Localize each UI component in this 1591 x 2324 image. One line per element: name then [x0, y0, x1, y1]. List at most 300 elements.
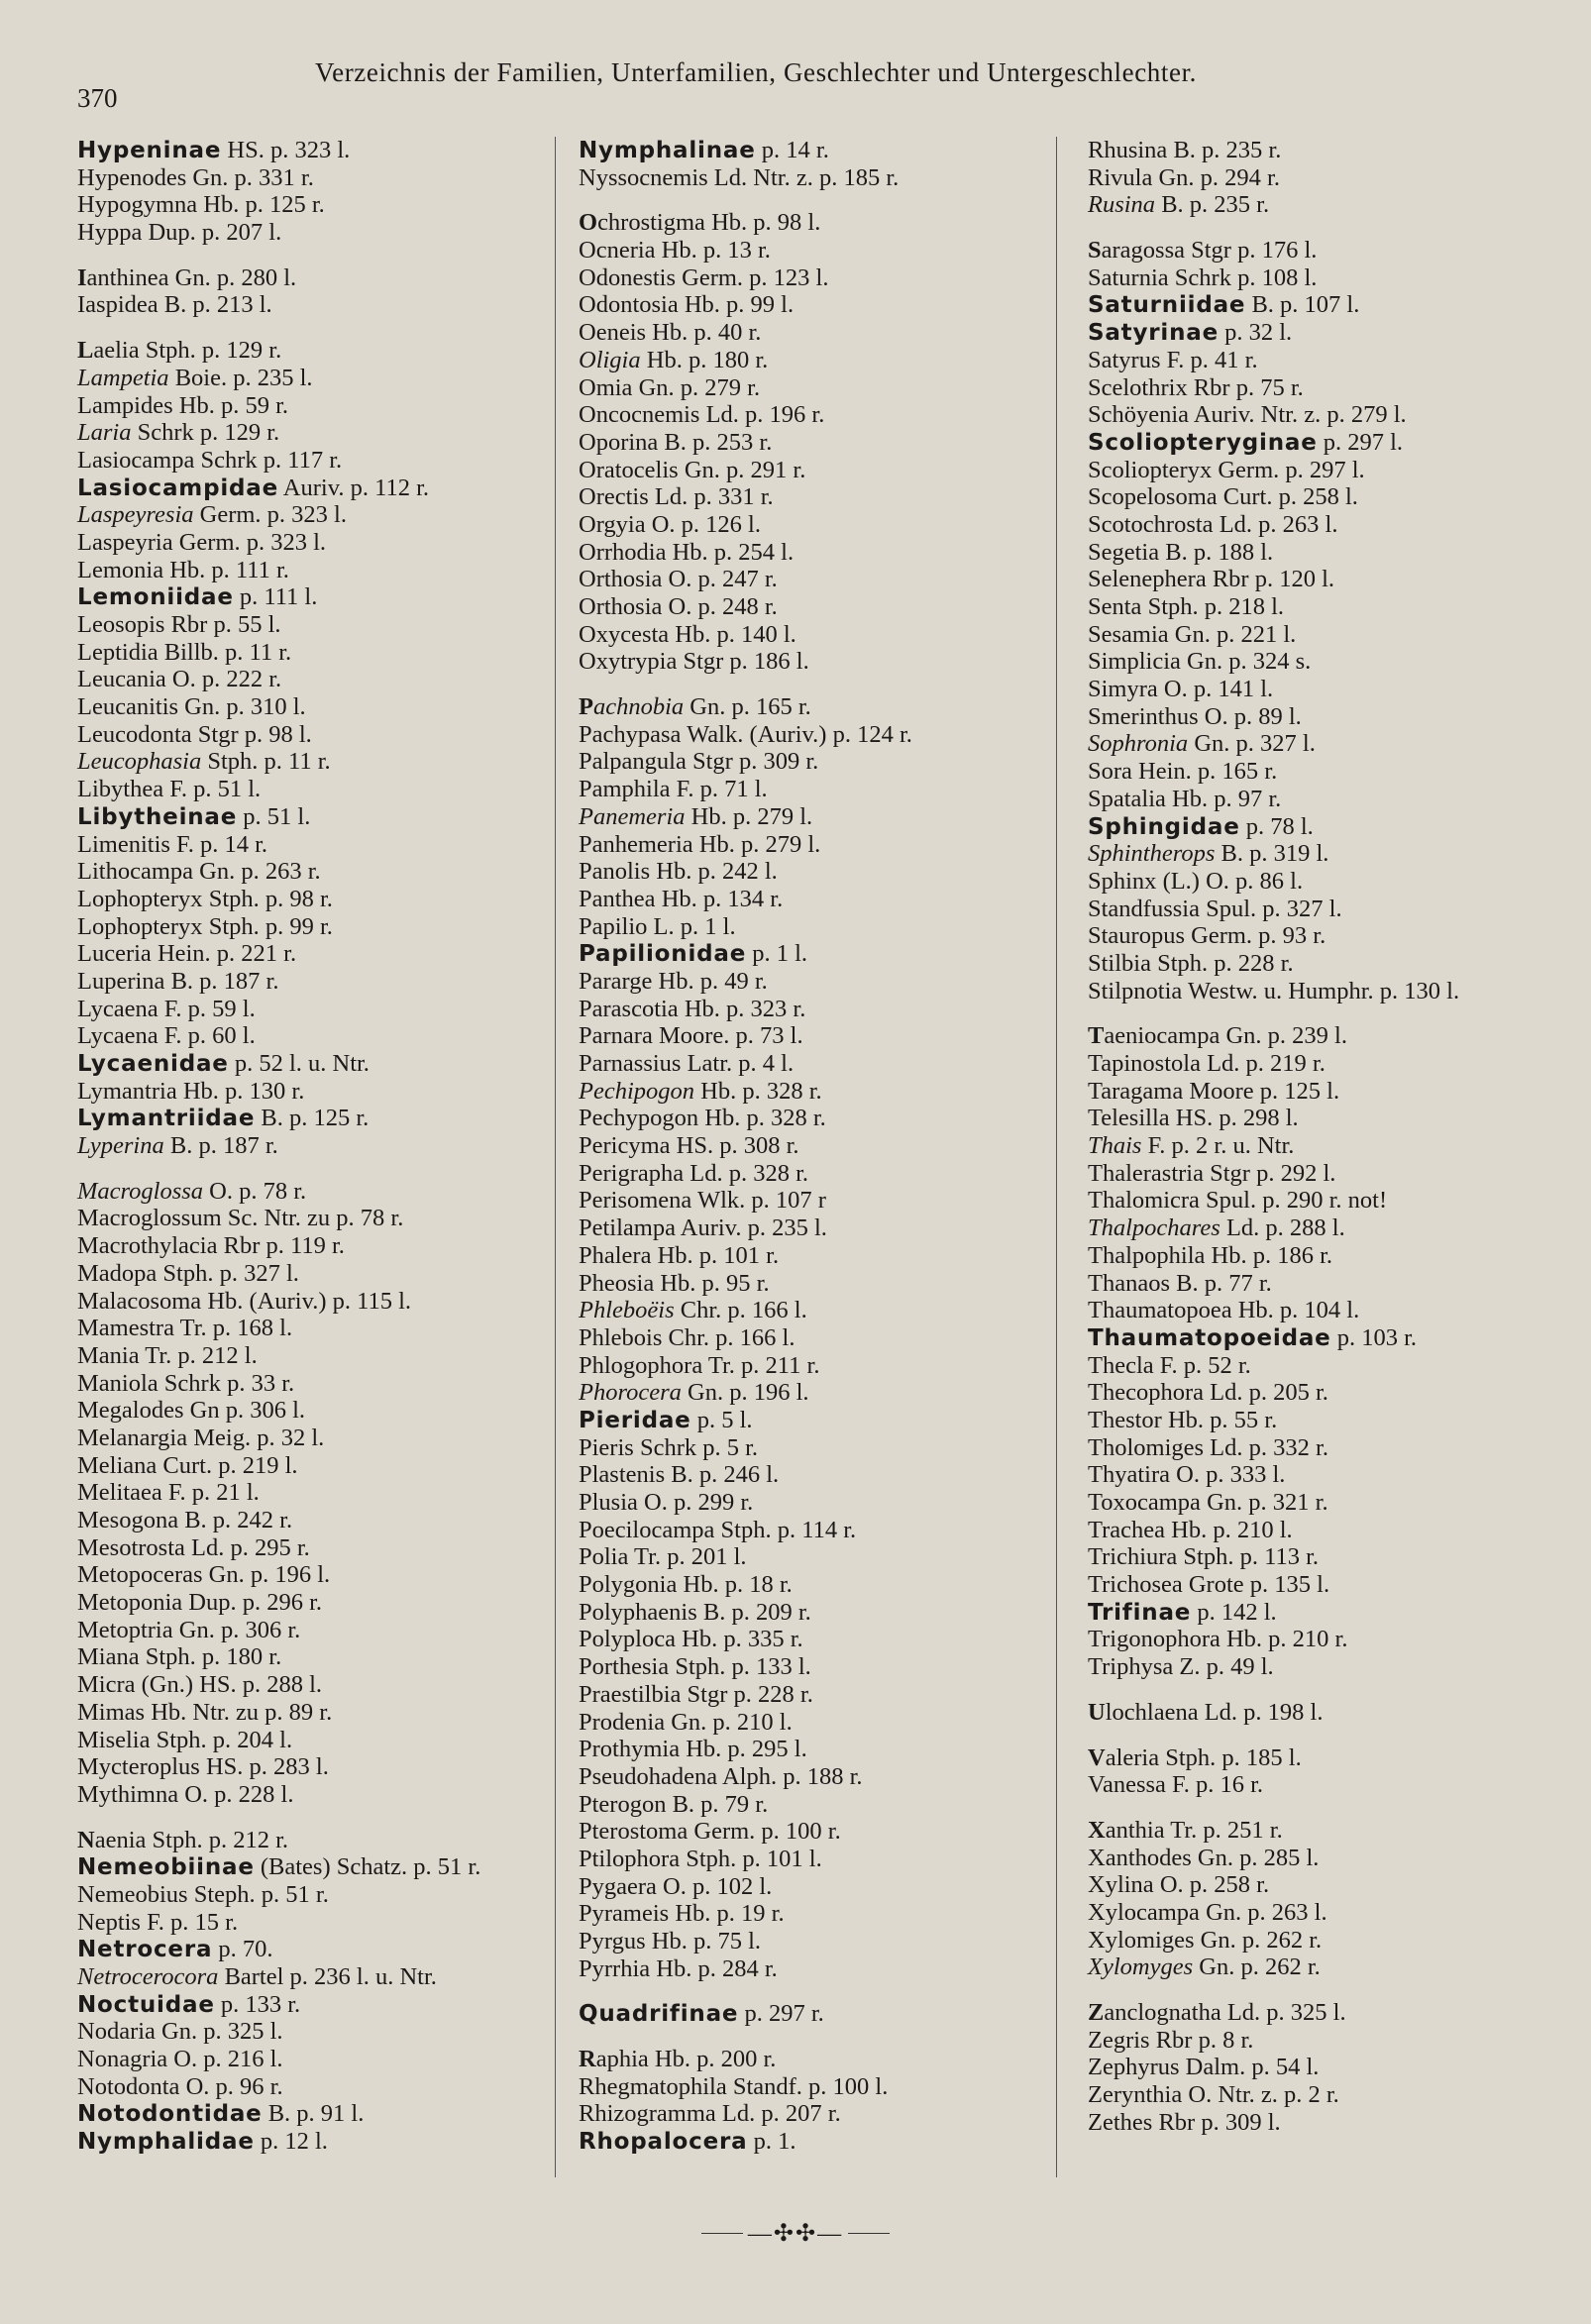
page-reference: Hb. p. 284 r.: [650, 1954, 778, 1982]
page-reference: Stph. p. 101 l.: [680, 1845, 822, 1872]
genus-name: Orthosia: [579, 593, 663, 620]
index-entry: [579, 291, 1052, 319]
genus-name: Mesogona: [77, 1507, 179, 1533]
genus-name: Prothymia: [579, 1736, 681, 1763]
index-entry: [579, 1187, 1052, 1215]
index-entry: [1088, 1078, 1561, 1106]
index-entry: [1088, 950, 1561, 978]
genus-name: Madopa: [77, 1259, 158, 1287]
page-reference: (L.) O. p. 86 l.: [1156, 867, 1304, 895]
index-entry: [579, 1160, 1052, 1188]
index-entry: [1088, 264, 1561, 292]
page-reference: HS. p. 283 l.: [199, 1753, 329, 1781]
genus-name: Oligia: [579, 346, 641, 373]
page-reference: Curt. p. 258 l.: [1217, 483, 1358, 511]
section-gap: [77, 1160, 551, 1178]
page-reference: Dalm. p. 54 l.: [1179, 2054, 1320, 2081]
index-entry: [77, 1589, 551, 1617]
index-entry: [77, 1991, 551, 2019]
index-entry: [579, 566, 1052, 593]
page-reference: Hein. p. 221 r.: [151, 940, 297, 968]
index-entry: [579, 1270, 1052, 1298]
index-entry: [77, 666, 551, 693]
page-reference: F. p. 52 r.: [1153, 1351, 1251, 1379]
index-entry: [1088, 1242, 1561, 1270]
index-entry: [77, 1452, 551, 1480]
index-entry: [77, 721, 551, 749]
page-reference: O. p. 248 r.: [662, 593, 778, 620]
index-entry: [77, 1671, 551, 1699]
family-name: Netrocera: [77, 1937, 213, 1963]
section-gap: [77, 319, 551, 337]
index-entry: [579, 1900, 1052, 1928]
genus-name: Sora: [1088, 758, 1132, 786]
section-initial: V: [1088, 1743, 1106, 1771]
page-reference: Latr. p. 4 l.: [681, 1050, 795, 1077]
index-entry: [1088, 1599, 1561, 1627]
page-reference: Gn. p. 327 l.: [1188, 730, 1316, 758]
page-reference: Schrk p. 129 r.: [131, 419, 280, 447]
genus-name: Libythea: [77, 776, 164, 803]
page-reference: Gn. p. 263 r.: [193, 858, 321, 886]
genus-name: Toxocampa: [1088, 1489, 1201, 1516]
page-reference: L. p. 1 l.: [647, 912, 736, 940]
index-entry: [1088, 1571, 1561, 1599]
page-reference: Stph. p. 218 l.: [1141, 593, 1285, 620]
genus-name: Mania: [77, 1341, 140, 1369]
index-entry: [1088, 374, 1561, 402]
index-entry: [1088, 758, 1561, 786]
page-reference: Chr. p. 166 l.: [662, 1323, 796, 1351]
page-reference: B. p. 235 r.: [1167, 137, 1282, 163]
page-reference: Hb. p. 75 l.: [645, 1928, 762, 1954]
index-entry: [579, 996, 1052, 1023]
genus-name: Trachea: [1088, 1516, 1166, 1543]
page-reference: Alph. p. 188 r.: [717, 1762, 863, 1790]
genus-name: Oporina: [579, 428, 659, 456]
page-reference: Hb. p. 254 l.: [666, 538, 795, 566]
genus-name: Petilampa: [579, 1215, 676, 1242]
section-gap: [1088, 1727, 1561, 1744]
genus-name: Ocneria: [579, 237, 656, 264]
index-entry: [579, 1242, 1052, 1270]
genus-name: Simplicia: [1088, 648, 1181, 676]
genus-name: Pseudohadena: [579, 1762, 718, 1790]
index-entry: [77, 1853, 551, 1881]
index-entry: [579, 748, 1052, 776]
genus-name: Satyrus: [1088, 346, 1161, 373]
index-entry: [77, 639, 551, 667]
genus-name: Thestor: [1088, 1406, 1162, 1433]
genus-name: anthinea: [86, 264, 169, 291]
genus-name: Tapinostola: [1088, 1050, 1201, 1077]
index-entry: [1088, 457, 1561, 484]
genus-name: Vanessa: [1088, 1771, 1166, 1799]
index-entry: [579, 1407, 1052, 1434]
page-reference: Gn. p. 325 l.: [155, 2018, 283, 2046]
page-reference: Rbr p. 75 r.: [1187, 373, 1304, 401]
page-reference: Hb. p. 279 l.: [692, 830, 821, 858]
genus-name: Leucodonta: [77, 720, 192, 748]
index-entry: [77, 1781, 551, 1809]
index-entry: [77, 1050, 551, 1078]
genus-name: Mythimna: [77, 1780, 179, 1808]
genus-name: Oxytrypia: [579, 648, 678, 676]
genus-name: Macrothylacia: [77, 1232, 218, 1260]
page-reference: Hb. p. 111 r.: [163, 556, 289, 583]
genus-name: Triphysa: [1088, 1653, 1174, 1681]
genus-name: Hypenodes: [77, 163, 187, 191]
page-reference: Hb. p. 335 r.: [676, 1626, 803, 1653]
index-entry: [1088, 676, 1561, 703]
section-initial: U: [1088, 1698, 1106, 1726]
section-gap: [77, 1809, 551, 1827]
genus-name: Stilpnotia: [1088, 977, 1183, 1004]
genus-name: Thanaos: [1088, 1269, 1170, 1297]
page-reference: Germ. p. 100 r.: [688, 1818, 841, 1846]
index-entry: [77, 1370, 551, 1398]
page-reference: Stgr p. 292 l.: [1204, 1159, 1336, 1187]
genus-name: Limenitis: [77, 830, 170, 858]
genus-name: Phleboëis: [579, 1297, 675, 1324]
genus-name: Phlogophora: [579, 1351, 703, 1379]
index-entry: [77, 1643, 551, 1671]
index-entry: [1088, 703, 1561, 731]
section-gap: [1088, 1981, 1561, 1999]
genus-name: Pieris: [579, 1433, 634, 1461]
family-name: Lycaenidae: [77, 1051, 229, 1077]
index-entry: [77, 996, 551, 1023]
page-reference: O. p. 78 r.: [203, 1177, 307, 1205]
index-entry: [1088, 978, 1561, 1005]
index-entry: [1088, 1160, 1561, 1188]
page-reference: Stgr p. 186 l.: [677, 648, 809, 676]
page-reference: F. p. 2 r. u. Ntr.: [1141, 1132, 1295, 1160]
genus-name: Pararge: [579, 967, 653, 995]
page-reference: Hb. (Auriv.) p. 115 l.: [201, 1287, 412, 1315]
genus-name: Thalomicra: [1088, 1187, 1200, 1215]
page-reference: Hb. Ntr. zu p. 89 r.: [145, 1698, 333, 1726]
page-reference: Hb. p. 59 r.: [172, 391, 288, 419]
page-reference: Ld. p. 328 r.: [684, 1159, 809, 1187]
page-reference: B. p. 91 l.: [262, 2100, 365, 2128]
genus-name: Rhusina: [1088, 137, 1168, 163]
page-reference: B. p. 125 r.: [255, 1105, 370, 1132]
genus-name: Luceria: [77, 940, 152, 968]
page-reference: Curt. p. 219 l.: [157, 1451, 298, 1479]
index-entry: [579, 264, 1052, 292]
index-entry: [579, 721, 1052, 749]
family-name: Hypeninae: [77, 138, 222, 163]
page-reference: Germ. p. 93 r.: [1185, 922, 1326, 950]
index-entry: [77, 748, 551, 776]
page-reference: p. 142 l.: [1191, 1598, 1277, 1626]
family-name: Sphingidae: [1088, 813, 1240, 840]
section-gap: [579, 191, 1052, 209]
genus-name: Macroglossum: [77, 1205, 222, 1232]
end-ornament: —✣✣—: [701, 2219, 890, 2248]
index-entry: [77, 1753, 551, 1781]
genus-name: Thecophora: [1088, 1379, 1204, 1407]
page-reference: O. Ntr. z. p. 2 r.: [1182, 2081, 1339, 2109]
page-reference: Gn. p. 262 r.: [1193, 1954, 1321, 1981]
page-reference: Hb. p. 98 l.: [704, 209, 821, 237]
index-entry: [77, 1078, 551, 1106]
index-entry: [1088, 1022, 1561, 1050]
index-entry: [1088, 2054, 1561, 2081]
genus-name: Scoliopteryx: [1088, 456, 1213, 483]
page-reference: O. p. 222 r.: [165, 666, 282, 693]
column-rule-2: [1056, 137, 1057, 2177]
genus-name: Papilio: [579, 912, 648, 940]
index-entry: [1088, 1871, 1561, 1899]
index-entry: [77, 1909, 551, 1937]
index-entry: [1088, 621, 1561, 649]
index-entry: [77, 164, 551, 192]
index-entry: [579, 593, 1052, 621]
page-reference: Gn. p. 210 l.: [665, 1708, 793, 1736]
genus-name: Orrhodia: [579, 538, 667, 566]
genus-name: Luperina: [77, 967, 165, 995]
genus-name: Lycaena: [77, 1022, 159, 1050]
index-entry: [77, 1727, 551, 1754]
index-entry: [77, 1022, 551, 1050]
genus-name: Zerynthia: [1088, 2081, 1183, 2109]
page-reference: O. p. 247 r.: [662, 566, 778, 593]
page-reference: F. p. 71 l.: [670, 776, 768, 803]
index-entry: [579, 137, 1052, 164]
index-entry: [1088, 1954, 1561, 1981]
genus-name: Lemonia: [77, 556, 164, 583]
genus-name: Pamphila: [579, 776, 671, 803]
genus-name: Porthesia: [579, 1653, 670, 1681]
index-entry: [1088, 1105, 1561, 1132]
page-reference: Sc. Ntr. zu p. 78 r.: [221, 1205, 404, 1232]
page-reference: Hb. p. 200 r.: [648, 2046, 777, 2073]
genus-name: Thaumatopoea: [1088, 1297, 1232, 1324]
page-reference: Germ. p. 323 l.: [193, 501, 347, 529]
section-gap: [1088, 219, 1561, 237]
page-reference: p. 51 l.: [237, 802, 311, 830]
page-reference: p. 14 r.: [755, 137, 829, 163]
index-entry: [77, 831, 551, 859]
index-entry: [579, 374, 1052, 402]
index-entry: [579, 1571, 1052, 1599]
running-head: Verzeichnis der Familien, Unterfamilien, Geschlechter und Untergeschlechter.: [315, 57, 1198, 87]
page-reference: Germ. p. 297 l.: [1212, 456, 1365, 483]
index-entry: [77, 1342, 551, 1370]
genus-name: Polyphaenis: [579, 1598, 697, 1626]
index-entry: [579, 831, 1052, 859]
page-reference: Stgr p. 228 r.: [681, 1680, 813, 1708]
genus-name: Pechipogon: [579, 1077, 695, 1105]
index-entry: [579, 1434, 1052, 1462]
genus-name: Xylomiges: [1088, 1926, 1195, 1954]
page-reference: Stph. p. 113 r.: [1177, 1543, 1320, 1571]
page-reference: Stph. p. 212 r.: [146, 1826, 289, 1853]
page-reference: Germ. p. 123 l.: [676, 264, 829, 291]
genus-name: Panhemeria: [579, 830, 693, 858]
section-initial: N: [77, 1826, 95, 1853]
genus-name: Panolis: [579, 858, 651, 886]
index-entry: [579, 483, 1052, 511]
page-reference: Tr. p. 201 l.: [628, 1543, 747, 1571]
page-reference: Gn. p. 263 l.: [1199, 1898, 1327, 1926]
index-entry: [1088, 1215, 1561, 1242]
index-entry: [77, 419, 551, 447]
genus-name: Lampides: [77, 391, 173, 419]
genus-name: Polia: [579, 1543, 629, 1571]
genus-name: Omia: [579, 373, 633, 401]
page-reference: Gn p. 306 l.: [183, 1397, 305, 1425]
genus-name: Lophopteryx: [77, 885, 203, 912]
page-reference: Hb. p. 18 r.: [677, 1571, 793, 1599]
index-entry: [77, 1881, 551, 1909]
genus-name: anclognatha: [1104, 1999, 1221, 2026]
index-entry: [579, 940, 1052, 968]
index-entry: [579, 1105, 1052, 1132]
index-entry: [77, 1963, 551, 1991]
index-entry: [1088, 2081, 1561, 2109]
page-reference: Tr. p. 212 l.: [139, 1341, 258, 1369]
index-entry: [1088, 1050, 1561, 1078]
index-entry: [579, 1763, 1052, 1791]
genus-name: Polyploca: [579, 1626, 676, 1653]
index-entry: [579, 1050, 1052, 1078]
genus-name: Standfussia: [1088, 895, 1200, 922]
page-reference: F. p. 59 l.: [158, 995, 256, 1022]
section-gap: [579, 2028, 1052, 2046]
index-entry: [1088, 1771, 1561, 1799]
page-reference: Z. p. 49 l.: [1173, 1653, 1274, 1681]
page-reference: Rbr p. 119 r.: [217, 1232, 345, 1260]
family-name: Scoliopteryginae: [1088, 429, 1318, 456]
index-entry: [579, 1517, 1052, 1544]
index-entry: [1088, 1653, 1561, 1681]
genus-name: Lithocampa: [77, 858, 194, 886]
page-reference: Stph. p. 114 r.: [714, 1516, 857, 1543]
genus-name: Rhegmatophila: [579, 2072, 727, 2100]
page-reference: Gn. p. 331 r.: [186, 163, 314, 191]
genus-name: Stauropus: [1088, 922, 1185, 950]
index-entry: [579, 1078, 1052, 1106]
index-entry: [77, 940, 551, 968]
page-reference: B. p. 187 r.: [164, 967, 279, 995]
index-entry: [77, 557, 551, 584]
page-reference: Hb. p. 186 r.: [1205, 1241, 1333, 1269]
index-entry: [579, 1955, 1052, 1983]
genus-name: Prodenia: [579, 1708, 666, 1736]
genus-name: Taragama: [1088, 1077, 1184, 1105]
page-reference: Dup. p. 296 r.: [182, 1589, 323, 1617]
index-entry: [579, 913, 1052, 941]
genus-name: Scelothrix: [1088, 373, 1188, 401]
genus-name: Scotochrosta: [1088, 510, 1214, 538]
genus-name: aragossa: [1101, 237, 1185, 264]
index-entry: [1088, 1927, 1561, 1954]
genus-name: Leosopis: [77, 611, 165, 638]
index-entry: [77, 886, 551, 913]
index-column-2: [579, 137, 1052, 2156]
index-entry: [1088, 1899, 1561, 1927]
page-reference: Stph. p. 185 l.: [1159, 1743, 1302, 1771]
page-reference: Stph. p. 228 r.: [1150, 949, 1294, 977]
genus-name: Parnara: [579, 1022, 653, 1050]
family-name: Saturniidae: [1088, 292, 1246, 319]
index-entry: [77, 968, 551, 996]
index-entry: [579, 1818, 1052, 1846]
page-reference: B. p. 213 l.: [158, 291, 272, 319]
page-reference: Stgr p. 176 l.: [1185, 237, 1318, 264]
page-reference: Steph. p. 51 r.: [187, 1880, 329, 1908]
genus-name: Leptidia: [77, 638, 159, 666]
page-reference: Moore p. 125 l.: [1183, 1077, 1340, 1105]
index-entry: [579, 621, 1052, 649]
page-reference: O. p. 258 r.: [1153, 1871, 1270, 1899]
index-entry: [77, 291, 551, 319]
index-entry: [77, 365, 551, 392]
page-reference: p. 297 l.: [1317, 428, 1404, 456]
index-entry: [77, 264, 551, 292]
genus-name: Melitaea: [77, 1479, 162, 1507]
page-reference: Schrk p. 117 r.: [194, 446, 343, 474]
index-entry: [77, 2100, 551, 2128]
genus-name: Scopelosoma: [1088, 483, 1218, 511]
genus-name: Maniola: [77, 1369, 159, 1397]
genus-name: Metopoceras: [77, 1561, 203, 1589]
page-reference: Ld. p. 295 r.: [184, 1533, 310, 1561]
genus-name: Thalpochares: [1088, 1215, 1220, 1242]
page-reference: Walk. (Auriv.) p. 124 r.: [681, 720, 912, 748]
genus-name: Pyrgus: [579, 1928, 646, 1954]
genus-name: Miselia: [77, 1726, 151, 1753]
family-name: Libytheinae: [77, 803, 238, 830]
index-entry: [1088, 1132, 1561, 1160]
page-reference: Stgr p. 98 l.: [191, 720, 312, 748]
index-column-3: [1088, 137, 1561, 2136]
index-entry: [579, 209, 1052, 237]
index-entry: [77, 529, 551, 557]
page-reference: F. p. 16 r.: [1165, 1771, 1264, 1799]
page-reference: Hb. p. 295 l.: [680, 1736, 807, 1763]
page-reference: Stph. p. 11 r.: [201, 748, 331, 776]
index-entry: [1088, 1407, 1561, 1434]
page-reference: Hb. p. 19 r.: [669, 1900, 785, 1928]
index-entry: [77, 392, 551, 420]
genus-name: Simyra: [1088, 676, 1158, 703]
page-reference: B. p. 246 l.: [665, 1461, 780, 1489]
page-reference: Gn. p. 221 l.: [1168, 620, 1297, 648]
page-reference: Hb. p. 180 r.: [640, 346, 769, 373]
genus-name: Smerinthus: [1088, 702, 1199, 730]
page-reference: B. p. 242 r.: [178, 1507, 293, 1533]
genus-name: Zethes: [1088, 2108, 1153, 2136]
genus-name: Schöyenia: [1088, 401, 1190, 429]
page-reference: Ld. Ntr. z. p. 185 r.: [707, 163, 900, 191]
index-entry: [77, 337, 551, 365]
page-reference: Stph. p. 129 r.: [139, 337, 282, 365]
page-reference: Hb. p. 125 r.: [197, 191, 325, 219]
index-entry: [77, 1507, 551, 1534]
page-reference: Gn. p. 262 r.: [1194, 1926, 1323, 1954]
page-reference: O. p. 228 l.: [178, 1780, 294, 1808]
page-reference: Gn. p. 165 r.: [684, 693, 811, 721]
page-reference: p. 5 l.: [690, 1406, 753, 1433]
section-gap: [1088, 1004, 1561, 1022]
page-reference: F. p. 60 l.: [158, 1022, 256, 1050]
page-reference: Auriv. p. 235 l.: [675, 1215, 827, 1242]
index-entry: [1088, 164, 1561, 192]
